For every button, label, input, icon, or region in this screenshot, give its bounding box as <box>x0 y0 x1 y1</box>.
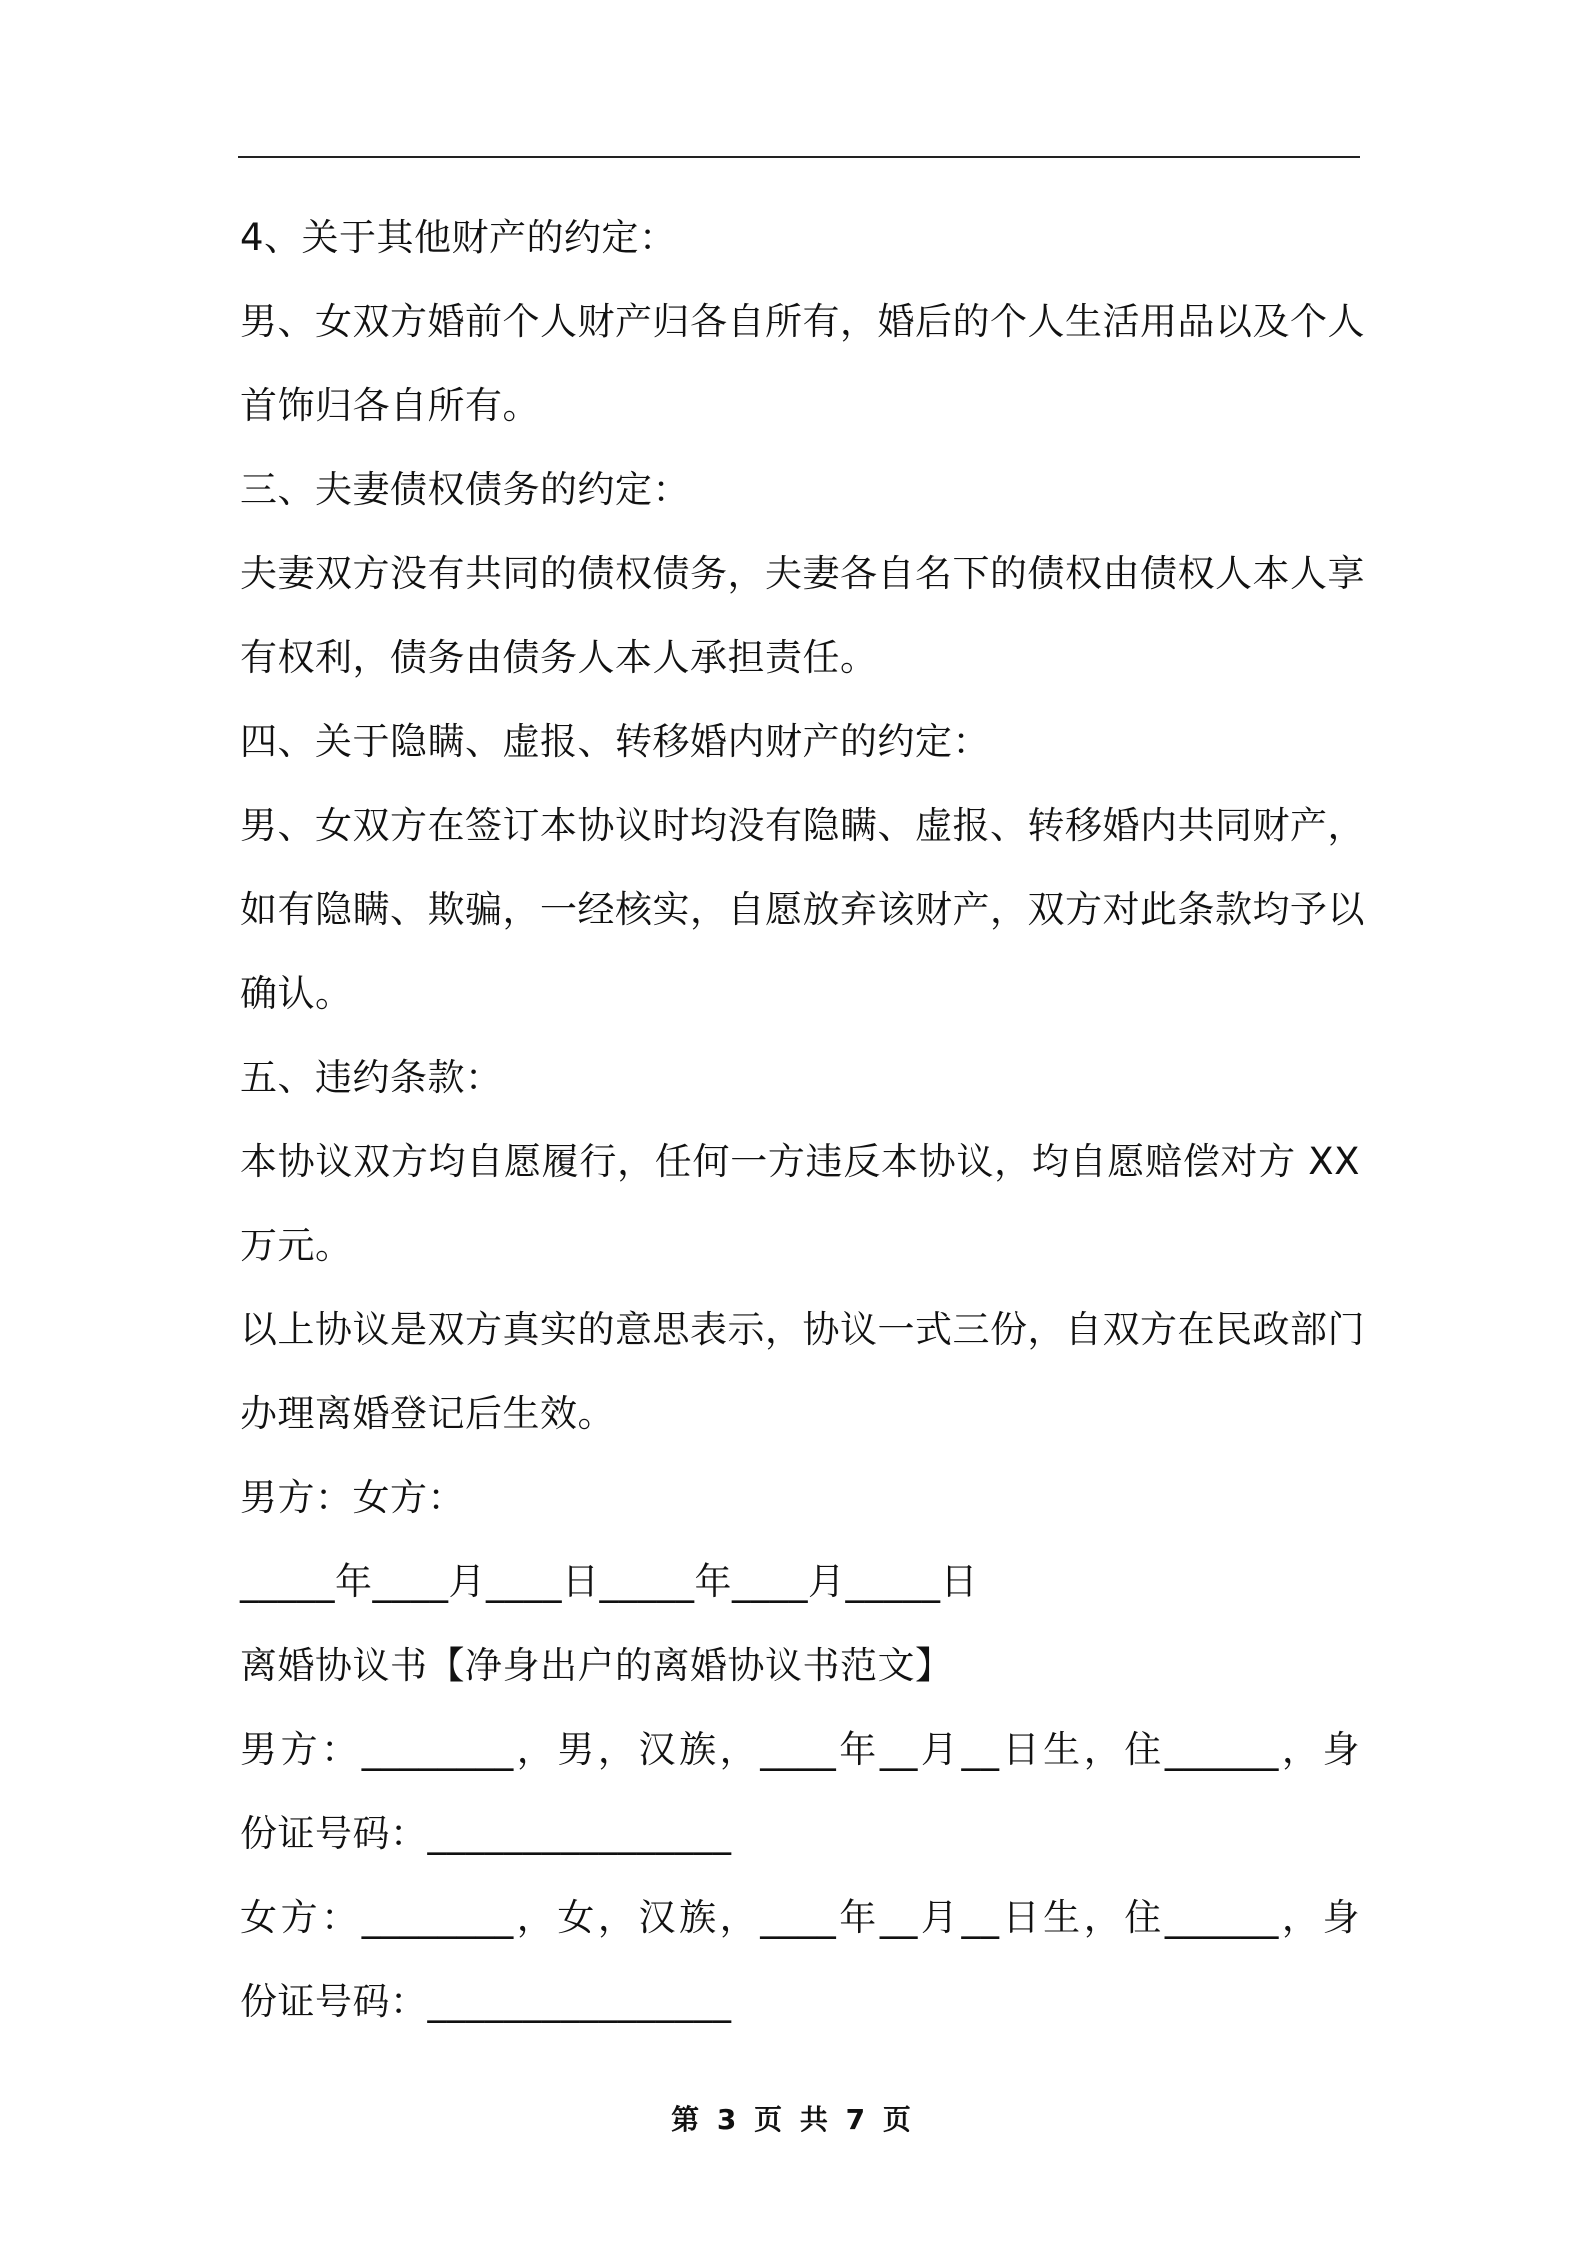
party-female-line: 女方：________，女，汉族，____年__月__日生，住______，身 <box>240 1896 1360 1939</box>
party-male-line: 男方：________，男，汉族，____年__月__日生，住______，身 <box>240 1728 1360 1771</box>
page-indicator: 第 3 页 共 7 页 <box>671 2103 915 2136</box>
id-number-line: 份证号码：________________ <box>240 1812 732 1855</box>
paragraph-line: 男、女双方婚前个人财产归各自所有，婚后的个人生活用品以及个人 <box>240 300 1365 343</box>
paragraph-line: 办理离婚登记后生效。 <box>240 1392 615 1435</box>
heading-debts: 三、夫妻债权债务的约定： <box>240 468 690 511</box>
paragraph-line: 确认。 <box>240 972 353 1015</box>
paragraph-line: 本协议双方均自愿履行，任何一方违反本协议，均自愿赔偿对方 XX <box>240 1140 1360 1183</box>
paragraph-line: 如有隐瞒、欺骗，一经核实，自愿放弃该财产，双方对此条款均予以 <box>240 888 1365 931</box>
paragraph-line: 男、女双方在签订本协议时均没有隐瞒、虚报、转移婚内共同财产， <box>240 804 1365 847</box>
paragraph-line: 夫妻双方没有共同的债权债务，夫妻各自名下的债权由债权人本人享 <box>240 552 1365 595</box>
heading-breach: 五、违约条款： <box>240 1056 503 1099</box>
paragraph-line: 首饰归各自所有。 <box>240 384 540 427</box>
paragraph-line: 有权利，债务由债务人本人承担责任。 <box>240 636 878 679</box>
heading-other-property: 4、关于其他财产的约定： <box>240 216 677 259</box>
document-body <box>240 196 1365 2044</box>
paragraph-line: 以上协议是双方真实的意思表示，协议一式三份，自双方在民政部门 <box>240 1308 1365 1351</box>
signature-line: 男方：女方： <box>240 1476 465 1519</box>
paragraph-line: 万元。 <box>240 1224 353 1267</box>
id-number-line: 份证号码：________________ <box>240 1980 732 2023</box>
section-title: 离婚协议书【净身出户的离婚协议书范文】 <box>240 1644 953 1687</box>
header-rule <box>238 156 1360 158</box>
date-line: _____年____月____日_____年____月_____日 <box>240 1560 978 1603</box>
heading-concealment: 四、关于隐瞒、虚报、转移婚内财产的约定： <box>240 720 990 763</box>
